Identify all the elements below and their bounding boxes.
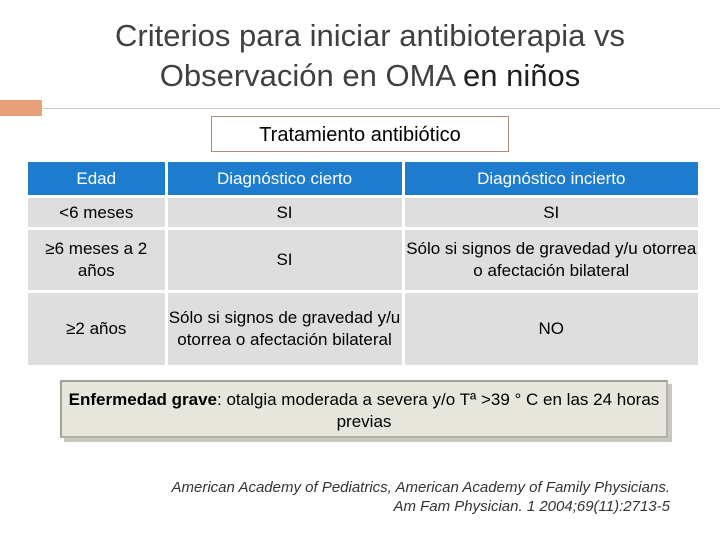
accent-block <box>0 100 42 116</box>
header-uncertain-diagnosis: Diagnóstico incierto <box>403 162 698 197</box>
cell-uncertain: Sólo si signos de gravedad y/u otorrea o afectación bilateral <box>403 229 698 292</box>
cell-age: ≥6 meses a 2 años <box>28 229 166 292</box>
note-term: Enfermedad grave <box>68 390 218 409</box>
cell-age: <6 meses <box>28 197 166 229</box>
title-line-2-accent: en niños <box>463 58 581 93</box>
note-definition: : otalgia moderada a severa y/o Tª >39 ° C en las 24 horas previas <box>217 390 660 431</box>
cell-uncertain: NO <box>403 292 698 366</box>
title-line-1: Criterios para iniciar antibioterapia vs <box>114 18 625 53</box>
cell-certain: SI <box>166 197 403 229</box>
cell-age: ≥2 años <box>28 292 166 366</box>
header-age: Edad <box>28 162 166 197</box>
cell-certain: SI <box>166 229 403 292</box>
table-header-row <box>28 162 698 197</box>
subtitle-box: Tratamiento antibiótico <box>211 116 509 152</box>
cell-uncertain: SI <box>403 197 698 229</box>
title-line-2-main: Observación en OMA <box>159 58 464 93</box>
severe-disease-note <box>60 380 668 438</box>
citation-line-1: American Academy of Pediatrics, American Academy of Family Physicians. <box>171 479 670 496</box>
title-line-2 <box>40 56 700 96</box>
criteria-table <box>28 162 698 365</box>
citation-line-2: Am Fam Physician. 1 2004;69(11):2713-5 <box>393 498 670 515</box>
header-certain-diagnosis: Diagnóstico cierto <box>166 162 403 197</box>
table-row <box>28 229 698 292</box>
divider-line <box>42 108 720 109</box>
cell-certain: Sólo si signos de gravedad y/u otorrea o afectación bilateral <box>166 292 403 366</box>
table-row <box>28 197 698 229</box>
table-row <box>28 292 698 366</box>
slide-title <box>40 16 700 96</box>
citation <box>110 478 670 516</box>
